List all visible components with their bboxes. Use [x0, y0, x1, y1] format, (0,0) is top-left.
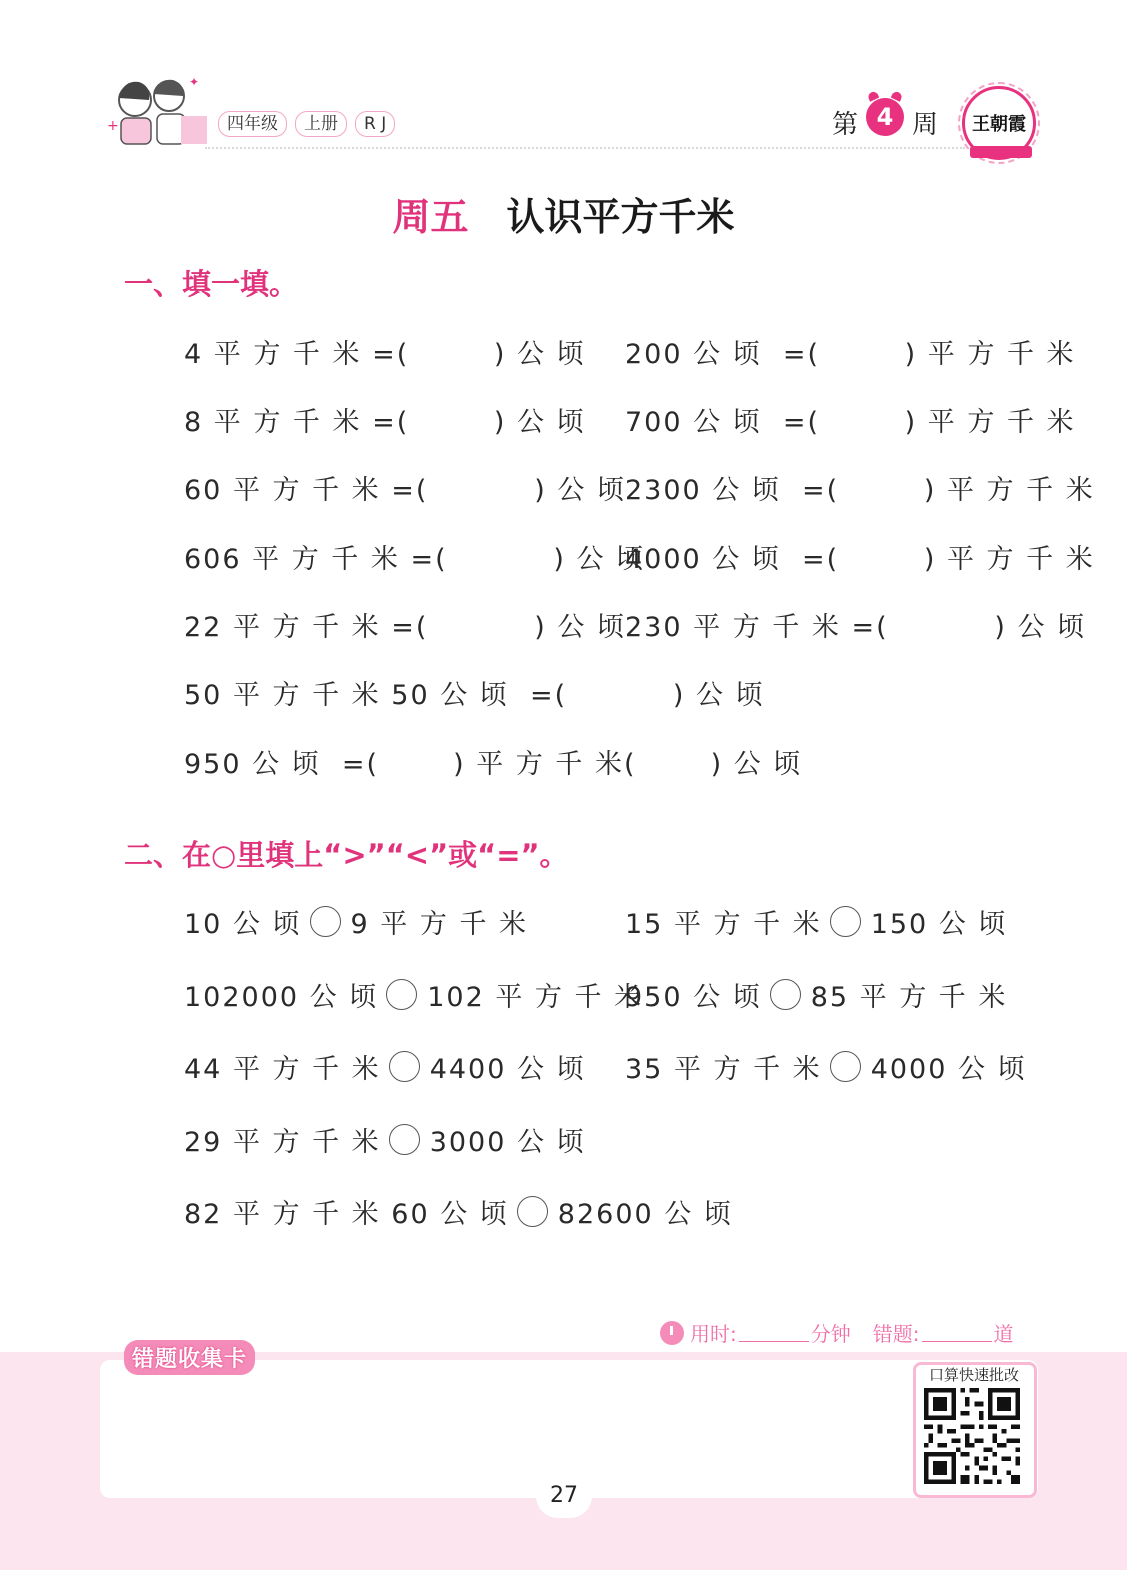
week-prefix: 第	[832, 110, 859, 140]
compare-left-term: 82 平 方 千 米 60 公 顷	[184, 1199, 509, 1230]
qr-label: 口算快速批改	[928, 1366, 1019, 1384]
answer-circle[interactable]	[310, 906, 341, 937]
fill-row-5-left: 22 平 方 千 米 =( ) 公 顷	[184, 612, 626, 643]
time-blank[interactable]	[739, 1323, 809, 1342]
compare-left-term: 44 平 方 千 米	[184, 1054, 381, 1085]
fill-row-4-right: 4000 公 顷 =( ) 平 方 千 米	[625, 544, 1095, 575]
compare-right-term: 9 平 方 千 米	[350, 909, 529, 940]
compare-row-5	[184, 1192, 733, 1231]
section1-heading: 一、填一填。	[124, 267, 299, 301]
answer-circle[interactable]	[830, 906, 861, 937]
time-record	[660, 1318, 1014, 1347]
compare-row-2-right	[625, 975, 1007, 1014]
answer-circle[interactable]	[389, 1124, 420, 1155]
fill-row-3-right: 2300 公 顷 =( ) 平 方 千 米	[625, 475, 1095, 506]
fill-row-7: 950 公 顷 =( ) 平 方 千 米( ) 公 顷	[184, 749, 803, 780]
answer-circle[interactable]	[389, 1051, 420, 1082]
time-label: 用时:	[690, 1322, 737, 1346]
compare-row-4	[184, 1120, 586, 1159]
title-topic: 认识平方千米	[506, 195, 735, 239]
answer-circle[interactable]	[830, 1051, 861, 1082]
compare-row-3-right	[625, 1047, 1027, 1086]
grade-tag: 四年级	[218, 111, 287, 137]
compare-row-3-left	[184, 1047, 586, 1086]
volume-tag: 上册	[295, 111, 347, 137]
fill-row-4-left: 606 平 方 千 米 =( ) 公 顷	[184, 544, 646, 575]
page-number: 27	[536, 1474, 592, 1518]
compare-right-term: 85 平 方 千 米	[810, 982, 1008, 1013]
edition-tag: R J	[355, 111, 395, 137]
fill-row-3-left: 60 平 方 千 米 =( ) 公 顷	[184, 475, 626, 506]
week-number-alarm-icon: 4	[866, 98, 904, 136]
compare-row-2-left	[184, 975, 643, 1014]
svg-text:✦: ✦	[189, 75, 200, 89]
fill-row-2-left: 8 平 方 千 米 =( ) 公 顷	[184, 407, 586, 438]
qr-code-icon[interactable]	[924, 1388, 1020, 1484]
stopwatch-icon	[660, 1321, 684, 1345]
compare-right-term: 82600 公 顷	[557, 1199, 733, 1230]
fill-row-5-right: 230 平 方 千 米 =( ) 公 顷	[625, 612, 1087, 643]
svg-text:+: +	[107, 118, 119, 134]
page-title	[0, 186, 1127, 241]
compare-left-term: 15 平 方 千 米	[625, 909, 822, 940]
time-unit: 分钟	[810, 1322, 851, 1346]
errors-label: 错题:	[872, 1322, 920, 1346]
children-illustration	[105, 72, 210, 154]
week-suffix: 周	[912, 110, 939, 140]
answer-circle[interactable]	[517, 1196, 548, 1227]
compare-left-term: 35 平 方 千 米	[625, 1054, 822, 1085]
compare-left-term: 29 平 方 千 米	[184, 1127, 381, 1158]
seal-text: 王朝霞	[972, 114, 1026, 135]
compare-right-term: 4400 公 顷	[429, 1054, 586, 1085]
fill-row-6: 50 平 方 千 米 50 公 顷 =( ) 公 顷	[184, 680, 765, 711]
section2-heading: 二、在○里填上“>”“<”或“=”。	[124, 838, 569, 872]
compare-right-term: 102 平 方 千 米	[427, 982, 644, 1013]
title-day: 周五	[392, 195, 469, 239]
compare-left-term: 102000 公 顷	[184, 982, 379, 1013]
book-tags	[218, 111, 395, 137]
compare-left-term: 950 公 顷	[625, 982, 762, 1013]
fill-row-1-right: 200 公 顷 =( ) 平 方 千 米	[625, 339, 1076, 370]
compare-row-1-right	[625, 902, 1007, 941]
fill-row-2-right: 700 公 顷 =( ) 平 方 千 米	[625, 407, 1076, 438]
answer-circle[interactable]	[386, 979, 417, 1010]
compare-right-term: 4000 公 顷	[870, 1054, 1027, 1085]
errors-unit: 道	[993, 1322, 1014, 1346]
seal-ribbon	[970, 146, 1032, 158]
answer-circle[interactable]	[770, 979, 801, 1010]
compare-right-term: 150 公 顷	[870, 909, 1008, 940]
card-label: 错题收集卡	[124, 1340, 255, 1375]
compare-right-term: 3000 公 顷	[429, 1127, 586, 1158]
compare-row-1-left	[184, 902, 528, 941]
compare-left-term: 10 公 顷	[184, 909, 302, 940]
errors-blank[interactable]	[922, 1323, 992, 1342]
fill-row-1-left: 4 平 方 千 米 =( ) 公 顷	[184, 339, 586, 370]
header-divider	[205, 147, 965, 149]
